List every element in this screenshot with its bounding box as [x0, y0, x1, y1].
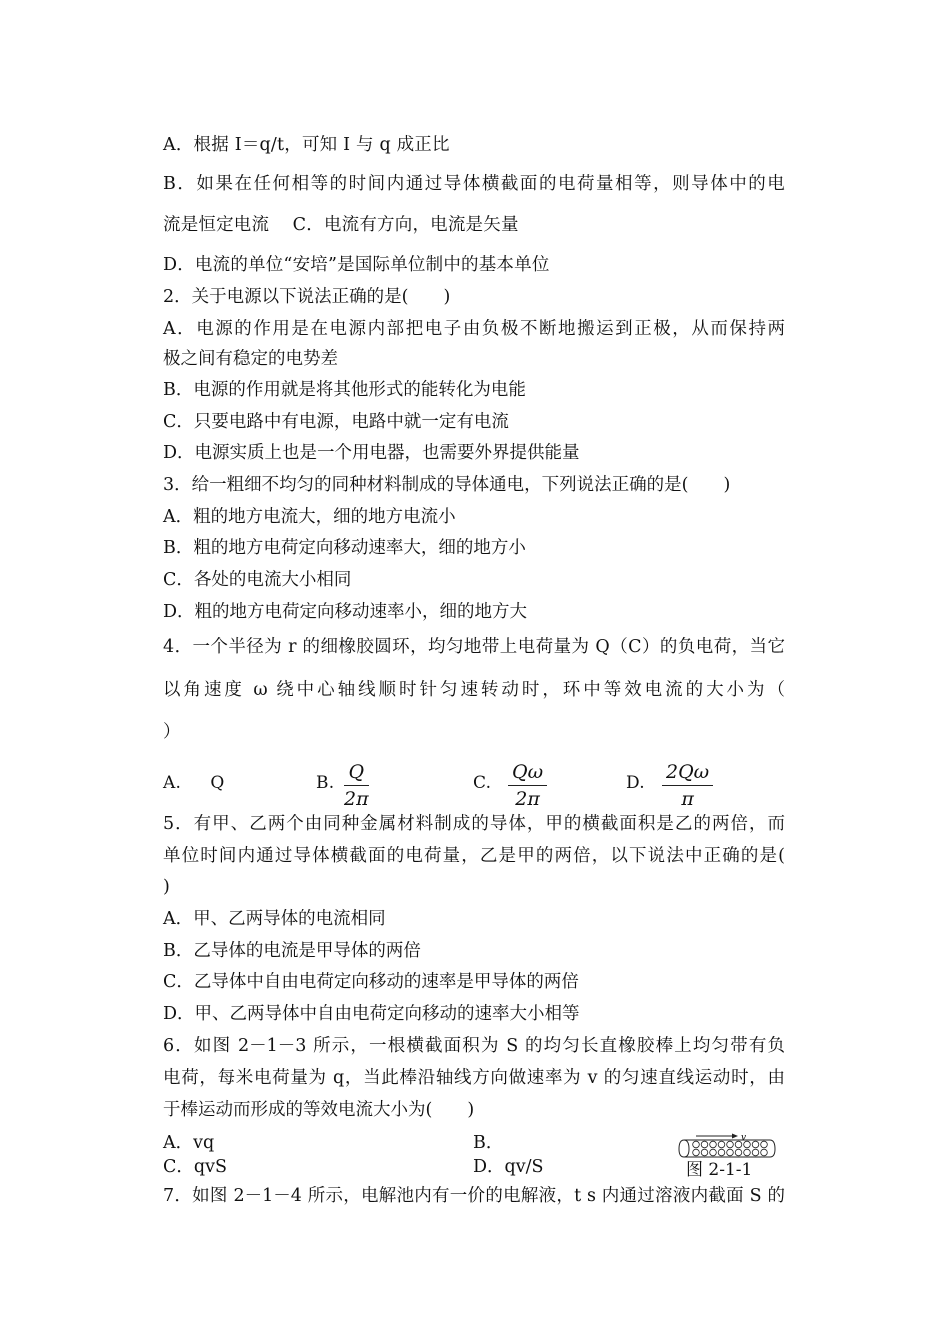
velocity-arrowhead: [732, 1134, 738, 1139]
q4-option-c-denominator: 2π: [515, 788, 540, 810]
charge-dot: [701, 1141, 708, 1148]
q4-option-a-value: Q: [210, 773, 225, 793]
rod-end-face: [684, 1140, 689, 1157]
q2-option-a-line2: 极之间有稳定的电势差: [163, 349, 338, 369]
figure-caption: 图 2-1-1: [686, 1160, 753, 1180]
charge-dot: [693, 1149, 700, 1156]
charge-dot: [744, 1149, 751, 1156]
charge-dot: [693, 1141, 700, 1148]
q4-option-b-denominator: 2π: [344, 788, 369, 810]
q3-option-b: B．粗的地方电荷定向移动速率大，细的地方小: [163, 538, 526, 558]
charge-dot: [710, 1149, 717, 1156]
q2-option-c: C．只要电路中有电源，电路中就一定有电流: [163, 412, 509, 432]
q6-option-d: D．qv/S: [473, 1157, 544, 1177]
q5-option-c: C．乙导体中自由电荷定向移动的速率是甲导体的两倍: [163, 972, 579, 992]
q3-option-d: D．粗的地方电荷定向移动速率小，细的地方大: [163, 602, 528, 622]
q4-option-b-label: B.: [316, 773, 335, 793]
question-4-line3: ）: [163, 722, 181, 742]
q5-option-d: D．甲、乙两导体中自由电荷定向移动的速率大小相等: [163, 1004, 580, 1024]
charge-dot: [727, 1149, 734, 1156]
velocity-label: v: [741, 1133, 747, 1143]
question-3: 3．给一粗细不均匀的同种材料制成的导体通电，下列说法正确的是( ): [163, 475, 731, 495]
q6-option-a: A．vq: [163, 1133, 215, 1153]
charge-dot: [735, 1149, 742, 1156]
q4-option-d-numerator: 2Qω: [666, 761, 710, 783]
question-6-line2: 电荷，每米电荷量为 q，当此棒沿轴线方向做速率为 v 的匀速直线运动时，由: [163, 1068, 785, 1088]
question-6-line3: 于棒运动而形成的等效电流大小为( ): [163, 1100, 475, 1120]
charge-dot: [752, 1141, 759, 1148]
question-4-line2: 以角速度 ω 绕中心轴线顺时针匀速转动时，环中等效电流的大小为（: [163, 680, 785, 700]
q4-option-d-denominator: π: [681, 788, 694, 810]
q2-option-a-line1: A．电源的作用是在电源内部把电子由负极不断地搬运到正极，从而保持两: [163, 319, 785, 339]
q2-option-d: D．电源实质上也是一个用电器，也需要外界提供能量: [163, 443, 580, 463]
charge-dot: [735, 1141, 742, 1148]
charge-dot: [718, 1149, 725, 1156]
charge-dot: [744, 1141, 751, 1148]
question-5-line1: 5．有甲、乙两个由同种金属材料制成的导体，甲的横截面积是乙的两倍，而: [163, 814, 785, 834]
q4-option-d-label: D.: [626, 773, 645, 793]
q4-option-b-fraction: [344, 760, 369, 811]
question-6-line1: 6．如图 2－1－3 所示，一根横截面积为 S 的均匀长直橡胶棒上均匀带有负: [163, 1036, 785, 1056]
question-4-line1: 4．一个半径为 r 的细橡胶圆环，均匀地带上电荷量为 Q（C）的负电荷，当它: [163, 637, 785, 657]
question-5-line2: 单位时间内通过导体横截面的电荷量，乙是甲的两倍，以下说法中正确的是(: [163, 846, 785, 866]
charge-dot: [761, 1141, 768, 1148]
q5-option-b: B．乙导体的电流是甲导体的两倍: [163, 941, 421, 961]
q4-option-c-label: C.: [473, 773, 492, 793]
q3-option-a: A．粗的地方电流大，细的地方电流小: [163, 507, 456, 527]
charge-dots: [693, 1141, 768, 1156]
charge-dot: [710, 1141, 717, 1148]
q1-option-b-line1: B．如果在任何相等的时间内通过导体横截面的电荷量相等，则导体中的电: [163, 174, 785, 194]
q1-option-b-line2: 流是恒定电流 C．电流有方向，电流是矢量: [163, 215, 519, 235]
charge-dot: [727, 1141, 734, 1148]
q4-option-a-label: A.: [163, 773, 182, 793]
rubber-rod-figure: [674, 1132, 778, 1158]
question-7: 7．如图 2－1－4 所示，电解池内有一价的电解液，t s 内通过溶液内截面 S 的: [163, 1186, 785, 1206]
q5-option-a: A．甲、乙两导体的电流相同: [163, 909, 386, 929]
q1-option-d: D．电流的单位“安培”是国际单位制中的基本单位: [163, 255, 550, 275]
q2-option-b: B．电源的作用就是将其他形式的能转化为电能: [163, 380, 526, 400]
charge-dot: [752, 1149, 759, 1156]
charge-dot: [761, 1149, 768, 1156]
charge-dot: [718, 1141, 725, 1148]
q4-option-d-fraction: [662, 760, 713, 811]
question-5-line3: ): [163, 877, 170, 897]
q3-option-c: C．各处的电流大小相同: [163, 570, 352, 590]
q1-option-a: A．根据 I＝q/t，可知 I 与 q 成正比: [163, 135, 450, 155]
q4-option-c-numerator: Qω: [512, 761, 544, 783]
q6-option-c: C．qvS: [163, 1157, 227, 1177]
q6-option-b: B．: [473, 1133, 504, 1153]
question-2: 2．关于电源以下说法正确的是( ): [163, 287, 451, 307]
q4-option-b-numerator: Q: [348, 761, 365, 783]
q4-option-c-fraction: [508, 760, 547, 811]
q4-option-a: [163, 771, 224, 795]
charge-dot: [701, 1149, 708, 1156]
